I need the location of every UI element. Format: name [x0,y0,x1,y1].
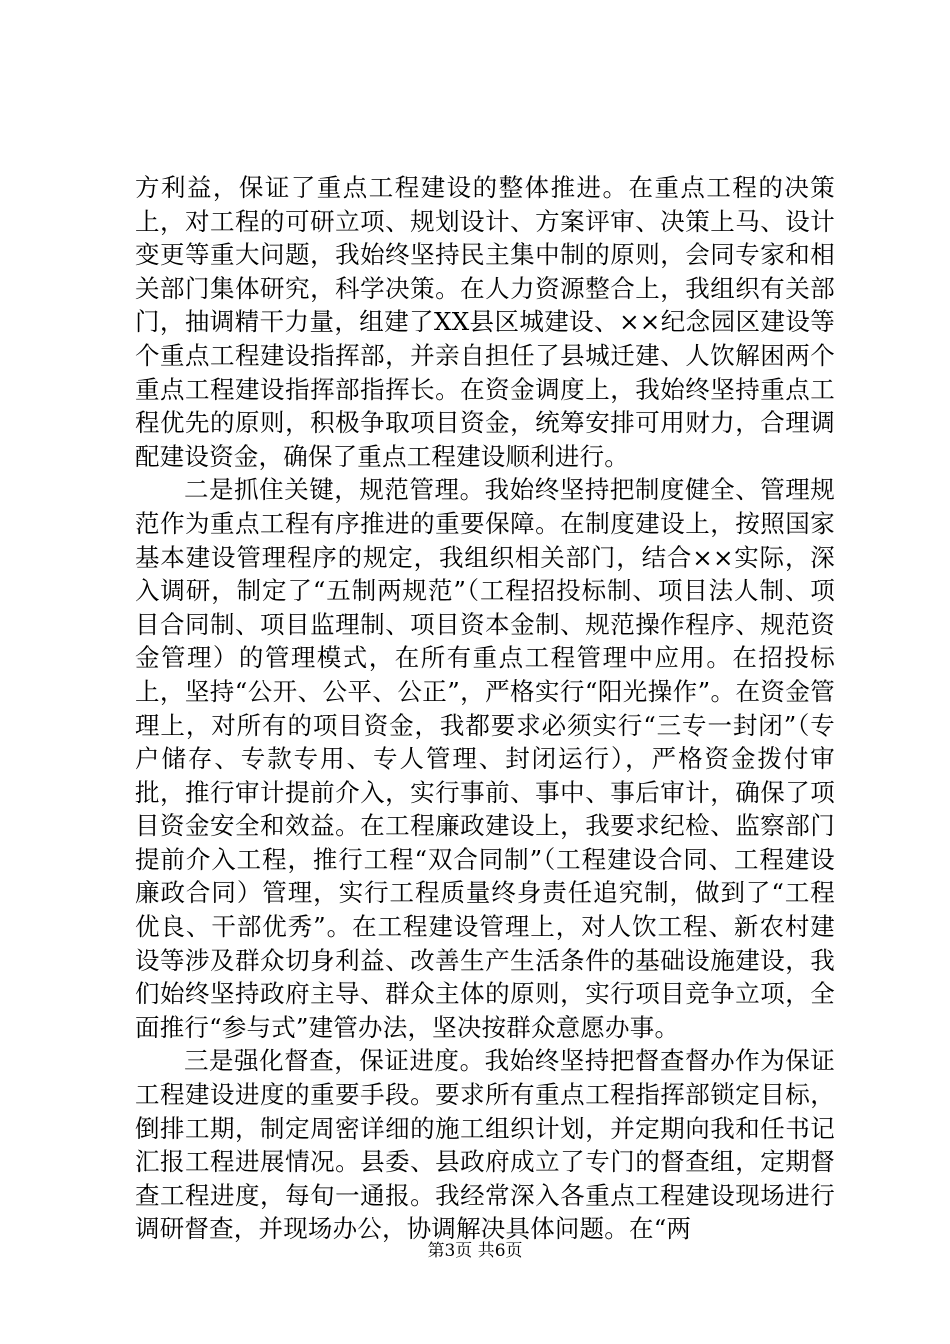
body-text [135,171,835,1246]
page-number-footer: 第3页 共6页 [427,1241,523,1261]
paragraph-3: 三是强化督查，保证进度。我始终坚持把督查督办作为保证工程建设进度的重要手段。要求所有重点工程指挥部锁定目标，倒排工期，制定周密详细的施工组织计划，并定期向我和任书记汇报工程进展情况。县委、县政府成立了专门的督查组，定期督查工程进度，每旬一通报。我经常深入各重点工程建设现场进行调研督查，并现场办公，协调解决具体问题。在“两 [135,1046,835,1244]
paragraph-1: 方利益，保证了重点工程建设的整体推进。在重点工程的决策上，对工程的可研立项、规划设计、方案评审、决策上马、设计变更等重大问题，我始终坚持民主集中制的原则，会同专家和相关部门集体研究，科学决策。在人力资源整合上，我组织有关部门，抽调精干力量，组建了XX县区城建设、××纪念园区建设等个重点工程建设指挥部，并亲自担任了县城迁建、人饮解困两个重点工程建设指挥部指挥长。在资金调度上，我始终坚持重点工程优先的原则，积极争取项目资金，统筹安排可用财力，合理调配建设资金，确保了重点工程建设顺利进行。 [135,173,835,471]
paragraph-2: 二是抓住关键，规范管理。我始终坚持把制度健全、管理规范作为重点工程有序推进的重要保障。在制度建设上，按照国家基本建设管理程序的规定，我组织相关部门，结合××实际，深入调研，制定了“五制两规范”（工程招投标制、项目法人制、项目合同制、项目监理制、项目资本金制、规范操作程序、规范资金管理）的管理模式，在所有重点工程管理中应用。在招投标上，坚持“公开、公平、公正”，严格实行“阳光操作”。在资金管理上，对所有的项目资金，我都要求必须实行“三专一封闭”（专户储存、专款专用、专人管理、封闭运行），严格资金拨付审批，推行审计提前介入，实行事前、事中、事后审计，确保了项目资金安全和效益。在工程廉政建设上，我要求纪检、监察部门提前介入工程，推行工程“双合同制”（工程建设合同、工程建设廉政合同）管理，实行工程质量终身责任追究制，做到了“工程优良、干部优秀”。在工程建设管理上，对人饮工程、新农村建设等涉及群众切身利益、改善生产生活条件的基础设施建设，我们始终坚持政府主导、群众主体的原则，实行项目竞争立项，全面推行“参与式”建管办法，坚决按群众意愿办事。 [135,475,835,1042]
